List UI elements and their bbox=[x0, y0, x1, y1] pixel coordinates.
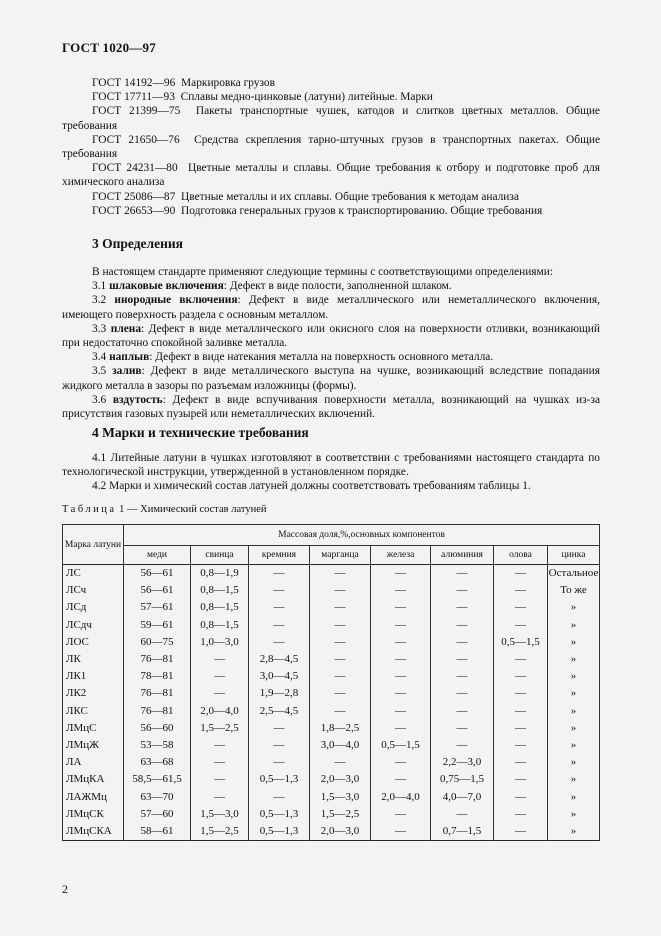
value-cell: 0,5—1,5 bbox=[494, 634, 548, 651]
grade-cell: ЛАЖМц bbox=[63, 789, 124, 806]
value-cell: Остальное bbox=[548, 565, 600, 583]
column-header: меди bbox=[124, 546, 191, 565]
value-cell: » bbox=[548, 651, 600, 668]
value-cell: — bbox=[249, 754, 310, 771]
value-cell: — bbox=[249, 582, 310, 599]
grade-cell: ЛКС bbox=[63, 703, 124, 720]
value-cell: 0,8—1,5 bbox=[191, 617, 249, 634]
definition-term: инородные включения bbox=[114, 294, 238, 307]
table-row bbox=[63, 703, 600, 720]
grade-cell: ЛМцКА bbox=[63, 771, 124, 788]
table-caption-title: 1 — Химический состав латуней bbox=[116, 504, 267, 515]
normative-references-list bbox=[62, 76, 600, 218]
value-cell: 2,0—3,0 bbox=[310, 771, 371, 788]
value-cell: — bbox=[494, 565, 548, 583]
value-cell: — bbox=[249, 617, 310, 634]
value-cell: — bbox=[431, 651, 494, 668]
reference-item bbox=[62, 90, 600, 104]
value-cell: — bbox=[310, 565, 371, 583]
value-cell: То же bbox=[548, 582, 600, 599]
reference-text: Подготовка генеральных грузов к транспортированию. Общие требования bbox=[181, 204, 543, 217]
value-cell: 0,75—1,5 bbox=[431, 771, 494, 788]
value-cell: — bbox=[191, 685, 249, 702]
value-cell: 0,5—1,3 bbox=[249, 823, 310, 841]
definition-text: : Дефект в виде металлического или неметаллического включения, имеющего поверхность раздела с основным металлом. bbox=[62, 294, 600, 321]
section-4-paragraph: 4.2 Марки и химический состав латуней должны соответствовать требованиям таблицы 1. bbox=[92, 480, 531, 493]
value-cell: 3,0—4,5 bbox=[249, 668, 310, 685]
grade-cell: ЛСдч bbox=[63, 617, 124, 634]
value-cell: — bbox=[191, 754, 249, 771]
grade-cell: ЛСд bbox=[63, 599, 124, 616]
value-cell: — bbox=[191, 789, 249, 806]
grade-cell: ЛМцСК bbox=[63, 806, 124, 823]
grade-cell: ЛОС bbox=[63, 634, 124, 651]
value-cell: — bbox=[431, 634, 494, 651]
value-cell: — bbox=[431, 806, 494, 823]
value-cell: — bbox=[249, 737, 310, 754]
definition-item bbox=[62, 350, 600, 364]
table-caption bbox=[62, 504, 267, 515]
page-number: 2 bbox=[62, 882, 68, 896]
definition-item bbox=[62, 364, 600, 392]
value-cell: — bbox=[431, 617, 494, 634]
grade-cell: ЛСч bbox=[63, 582, 124, 599]
value-cell: » bbox=[548, 599, 600, 616]
table-row bbox=[63, 668, 600, 685]
value-cell: — bbox=[310, 651, 371, 668]
column-header: кремния bbox=[249, 546, 310, 565]
value-cell: 1,5—2,5 bbox=[191, 720, 249, 737]
definition-number: 3.6 bbox=[92, 393, 107, 406]
value-cell: » bbox=[548, 668, 600, 685]
definition-term: залив bbox=[112, 365, 142, 378]
value-cell: — bbox=[310, 599, 371, 616]
reference-text: Средства скрепления тарно-штучных грузов в транспортных пакетах. Общие требования bbox=[62, 133, 601, 161]
value-cell: — bbox=[191, 737, 249, 754]
table-row bbox=[63, 720, 600, 737]
definition-term: вздутость bbox=[112, 393, 163, 406]
definition-text: : Дефект в виде металлического выступа на чушке, возникающий вследствие попадания жидкого металла в зазоры по разъемам изложницы (формы). bbox=[62, 365, 600, 392]
column-header: олова bbox=[494, 546, 548, 565]
value-cell: — bbox=[310, 685, 371, 702]
value-cell: 0,7—1,5 bbox=[431, 823, 494, 841]
value-cell: — bbox=[494, 789, 548, 806]
table-row bbox=[63, 771, 600, 788]
value-cell: 76—81 bbox=[124, 703, 191, 720]
value-cell: 76—81 bbox=[124, 685, 191, 702]
value-cell: » bbox=[548, 634, 600, 651]
table-row bbox=[63, 754, 600, 771]
reference-item bbox=[62, 190, 600, 204]
value-cell: » bbox=[548, 737, 600, 754]
reference-text: Сплавы медно-цинковые (латуни) литейные. Марки bbox=[180, 91, 433, 104]
value-cell: » bbox=[548, 806, 600, 823]
value-cell: 2,8—4,5 bbox=[249, 651, 310, 668]
value-cell: — bbox=[494, 806, 548, 823]
value-cell: 56—61 bbox=[124, 582, 191, 599]
value-cell: — bbox=[371, 634, 431, 651]
value-cell: — bbox=[431, 668, 494, 685]
value-cell: 58—61 bbox=[124, 823, 191, 841]
grade-column-header: Марка латуни bbox=[63, 525, 124, 565]
value-cell: — bbox=[371, 685, 431, 702]
value-cell: — bbox=[371, 703, 431, 720]
value-cell: 0,8—1,5 bbox=[191, 582, 249, 599]
value-cell: 2,0—3,0 bbox=[310, 823, 371, 841]
value-cell: — bbox=[310, 754, 371, 771]
reference-text: Цветные металлы и сплавы. Общие требования к отбору и подготовке проб для химического анализа bbox=[62, 162, 600, 189]
table-row bbox=[63, 806, 600, 823]
value-cell: 0,5—1,5 bbox=[371, 737, 431, 754]
value-cell: — bbox=[494, 720, 548, 737]
grade-cell: ЛК bbox=[63, 651, 124, 668]
value-cell: — bbox=[249, 634, 310, 651]
value-cell: 1,5—3,0 bbox=[191, 806, 249, 823]
column-header: алюминия bbox=[431, 546, 494, 565]
definition-number: 3.2 bbox=[92, 294, 107, 307]
value-cell: » bbox=[548, 685, 600, 702]
value-cell: — bbox=[431, 703, 494, 720]
value-cell: 1,5—2,5 bbox=[191, 823, 249, 841]
value-cell: — bbox=[371, 651, 431, 668]
reference-item bbox=[62, 204, 600, 218]
value-cell: — bbox=[371, 599, 431, 616]
reference-text: Маркировка грузов bbox=[181, 77, 275, 89]
section-4-paragraph: 4.1 Литейные латуни в чушках изготовляют в соответствии с требованиями настоящего стандарта по технологической инструкции, утвержденной в установленном порядке. bbox=[62, 452, 600, 479]
value-cell: » bbox=[548, 617, 600, 634]
table-body bbox=[63, 565, 600, 841]
table-row bbox=[63, 599, 600, 616]
reference-item bbox=[62, 76, 600, 90]
value-cell: 58,5—61,5 bbox=[124, 771, 191, 788]
value-cell: 57—61 bbox=[124, 599, 191, 616]
value-cell: — bbox=[191, 771, 249, 788]
value-cell: — bbox=[371, 806, 431, 823]
reference-item bbox=[62, 161, 600, 189]
value-cell: » bbox=[548, 720, 600, 737]
value-cell: — bbox=[249, 720, 310, 737]
definition-number: 3.4 bbox=[92, 351, 107, 364]
column-header: цинка bbox=[548, 546, 600, 565]
table-row bbox=[63, 737, 600, 754]
definition-number: 3.1 bbox=[92, 280, 107, 293]
value-cell: 1,0—3,0 bbox=[191, 634, 249, 651]
section-4-heading: 4 Марки и технические требования bbox=[92, 425, 309, 440]
value-cell: 2,2—3,0 bbox=[431, 754, 494, 771]
definition-number: 3.5 bbox=[92, 365, 107, 378]
value-cell: — bbox=[494, 823, 548, 841]
grade-cell: ЛМцС bbox=[63, 720, 124, 737]
value-cell: — bbox=[310, 668, 371, 685]
column-header: свинца bbox=[191, 546, 249, 565]
value-cell: — bbox=[431, 720, 494, 737]
value-cell: 2,0—4,0 bbox=[191, 703, 249, 720]
column-header: железа bbox=[371, 546, 431, 565]
definition-item bbox=[62, 293, 600, 321]
value-cell: — bbox=[371, 617, 431, 634]
value-cell: 76—81 bbox=[124, 651, 191, 668]
table-row bbox=[63, 789, 600, 806]
value-cell: — bbox=[494, 651, 548, 668]
value-cell: — bbox=[310, 634, 371, 651]
reference-code: ГОСТ 17711—93 bbox=[92, 91, 175, 104]
value-cell: — bbox=[494, 685, 548, 702]
value-cell: 1,9—2,8 bbox=[249, 685, 310, 702]
value-cell: 78—81 bbox=[124, 668, 191, 685]
value-cell: 2,5—4,5 bbox=[249, 703, 310, 720]
section-3-heading: 3 Определения bbox=[92, 236, 183, 251]
value-cell: 0,5—1,3 bbox=[249, 806, 310, 823]
value-cell: — bbox=[494, 754, 548, 771]
grade-cell: ЛК1 bbox=[63, 668, 124, 685]
value-cell: — bbox=[431, 565, 494, 583]
value-cell: 63—70 bbox=[124, 789, 191, 806]
reference-item bbox=[62, 133, 600, 161]
value-cell: — bbox=[371, 582, 431, 599]
section-3-body bbox=[62, 265, 600, 421]
value-cell: — bbox=[371, 754, 431, 771]
value-cell: — bbox=[494, 771, 548, 788]
definition-item bbox=[62, 322, 600, 350]
definition-term: плена bbox=[110, 322, 142, 335]
value-cell: 56—60 bbox=[124, 720, 191, 737]
table-row bbox=[63, 823, 600, 841]
reference-text: Цветные металлы и их сплавы. Общие требования к методам анализа bbox=[181, 190, 519, 203]
value-cell: 53—58 bbox=[124, 737, 191, 754]
definition-text: : Дефект в виде вспучивания поверхности металла, возникающий на чушках из-за присутствия газовых пузырей или неметаллических включений. bbox=[62, 393, 600, 421]
document-header-title: ГОСТ 1020—97 bbox=[62, 40, 156, 55]
definition-item bbox=[62, 393, 600, 421]
reference-code: ГОСТ 14192—96 bbox=[92, 77, 176, 89]
value-cell: 1,5—3,0 bbox=[310, 789, 371, 806]
definition-number: 3.3 bbox=[92, 322, 107, 335]
value-cell: 0,8—1,5 bbox=[191, 599, 249, 616]
reference-item bbox=[62, 104, 600, 132]
definition-term: наплыв bbox=[109, 351, 150, 364]
value-cell: » bbox=[548, 703, 600, 720]
mass-fraction-group-header: Массовая доля,%,основных компонентов bbox=[124, 525, 600, 546]
value-cell: » bbox=[548, 754, 600, 771]
grade-cell: ЛМцЖ bbox=[63, 737, 124, 754]
table-caption-prefix: Таблица bbox=[62, 504, 117, 515]
section-4-body bbox=[62, 451, 600, 494]
value-cell: — bbox=[371, 565, 431, 583]
reference-code: ГОСТ 24231—80 bbox=[92, 162, 178, 175]
value-cell: 56—61 bbox=[124, 565, 191, 583]
value-cell: — bbox=[249, 789, 310, 806]
column-header: марганца bbox=[310, 546, 371, 565]
value-cell: — bbox=[431, 685, 494, 702]
reference-code: ГОСТ 26653—90 bbox=[92, 204, 176, 217]
value-cell: 1,8—2,5 bbox=[310, 720, 371, 737]
chemical-composition-table bbox=[62, 524, 600, 841]
grade-cell: ЛМцСКА bbox=[63, 823, 124, 841]
definition-text: : Дефект в виде полости, заполненной шлаком. bbox=[223, 280, 452, 293]
value-cell: 4,0—7,0 bbox=[431, 789, 494, 806]
grade-cell: ЛС bbox=[63, 565, 124, 583]
value-cell: — bbox=[371, 823, 431, 841]
table-row bbox=[63, 617, 600, 634]
table-row bbox=[63, 685, 600, 702]
value-cell: — bbox=[310, 582, 371, 599]
value-cell: » bbox=[548, 771, 600, 788]
value-cell: — bbox=[494, 617, 548, 634]
value-cell: — bbox=[494, 599, 548, 616]
table-row bbox=[63, 582, 600, 599]
grade-cell: ЛА bbox=[63, 754, 124, 771]
table-row bbox=[63, 634, 600, 651]
grade-cell: ЛК2 bbox=[63, 685, 124, 702]
section-3-intro: В настоящем стандарте применяют следующие термины с соответствующими определениями: bbox=[92, 266, 554, 278]
value-cell: — bbox=[431, 582, 494, 599]
value-cell: 0,8—1,9 bbox=[191, 565, 249, 583]
value-cell: — bbox=[191, 651, 249, 668]
table-row bbox=[63, 651, 600, 668]
value-cell: 2,0—4,0 bbox=[371, 789, 431, 806]
value-cell: » bbox=[548, 823, 600, 841]
reference-code: ГОСТ 21399—75 bbox=[92, 105, 181, 118]
value-cell: — bbox=[494, 668, 548, 685]
reference-code: ГОСТ 25086—87 bbox=[92, 190, 176, 203]
value-cell: 59—61 bbox=[124, 617, 191, 634]
definition-term: шлаковые включения bbox=[109, 280, 224, 293]
value-cell: 60—75 bbox=[124, 634, 191, 651]
value-cell: — bbox=[249, 599, 310, 616]
value-cell: — bbox=[310, 617, 371, 634]
value-cell: — bbox=[494, 703, 548, 720]
value-cell: — bbox=[371, 668, 431, 685]
value-cell: — bbox=[249, 565, 310, 583]
value-cell: 3,0—4,0 bbox=[310, 737, 371, 754]
value-cell: 57—60 bbox=[124, 806, 191, 823]
value-cell: » bbox=[548, 789, 600, 806]
value-cell: — bbox=[494, 582, 548, 599]
table-row bbox=[63, 565, 600, 583]
value-cell: 0,5—1,3 bbox=[249, 771, 310, 788]
definition-item bbox=[62, 279, 600, 293]
reference-text: Пакеты транспортные чушек, катодов и слитков цветных металлов. Общие требования bbox=[62, 105, 600, 132]
value-cell: — bbox=[191, 668, 249, 685]
definition-text: : Дефект в виде металлического или окисного слоя на поверхности отливки, возникающий при недостаточно спокойной заливке металла. bbox=[62, 322, 600, 350]
value-cell: — bbox=[371, 720, 431, 737]
value-cell: — bbox=[431, 737, 494, 754]
value-cell: — bbox=[371, 771, 431, 788]
value-cell: — bbox=[494, 737, 548, 754]
reference-code: ГОСТ 21650—76 bbox=[92, 133, 180, 146]
definition-text: : Дефект в виде натекания металла на поверхность основного металла. bbox=[149, 351, 494, 364]
value-cell: 63—68 bbox=[124, 754, 191, 771]
value-cell: — bbox=[431, 599, 494, 616]
value-cell: — bbox=[310, 703, 371, 720]
value-cell: 1,5—2,5 bbox=[310, 806, 371, 823]
